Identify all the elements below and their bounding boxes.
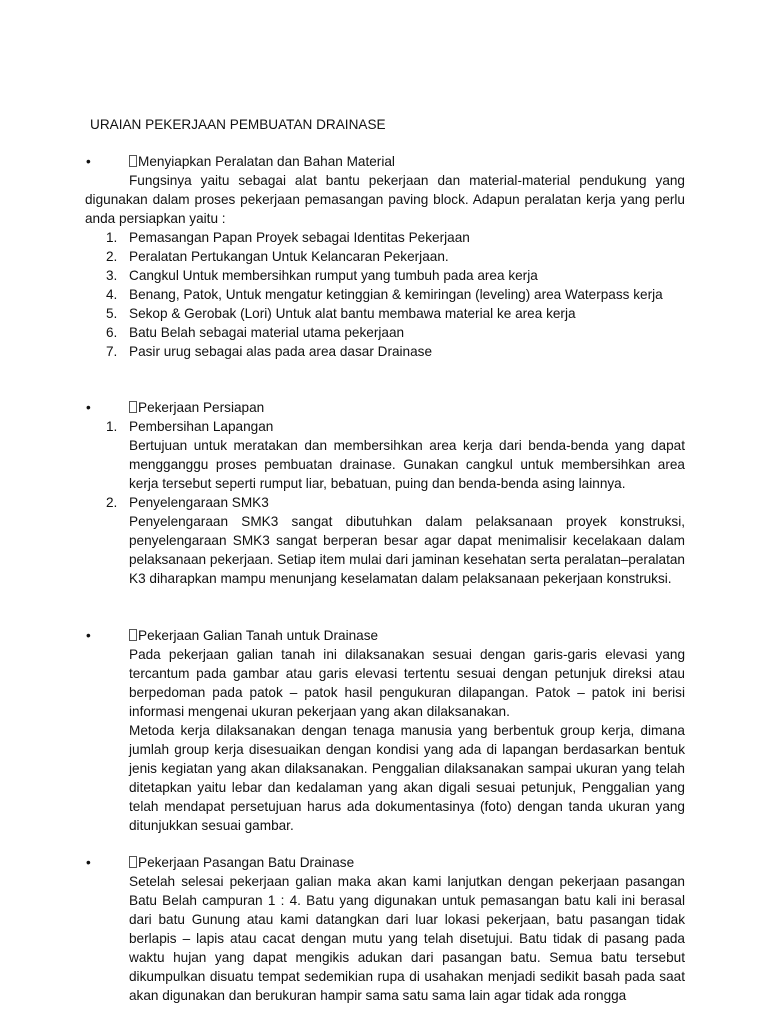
subsection-smk3 xyxy=(0,493,768,588)
section-galian xyxy=(0,626,768,835)
bullet-icon: • xyxy=(86,855,91,870)
section-intro: Fungsinya yaitu sebagai alat bantu pekerjaan dan material-material pendukung yang digunakan dalam proses pekerjaan pemasangan paving block. Adapun peralatan kerja yang perlu anda persiapkan yaitu : xyxy=(85,173,685,226)
list-item-text: Peralatan Pertukangan Untuk Kelancaran Pekerjaan. xyxy=(129,249,449,264)
list-item xyxy=(0,228,768,247)
subsection-pembersihan xyxy=(0,417,768,493)
list-item-text: Sekop & Gerobak (Lori) Untuk alat bantu membawa material ke area kerja xyxy=(129,306,576,321)
section-heading-row xyxy=(0,152,768,171)
subsection-text: Bertujuan untuk meratakan dan membersihkan area kerja dari benda-benda yang dapat mengganggu proses pembuatan drainase. Gunakan cangkul untuk membersihkan area kerja tersebut seperti rumput liar, bebatuan, puing dan benda-benda asing lainnya. xyxy=(129,438,685,491)
list-number: 2. xyxy=(106,495,118,510)
bullet-icon: • xyxy=(86,628,91,643)
missing-glyph-icon xyxy=(129,401,137,413)
list-item-text: Pasir urug sebagai alas pada area dasar Drainase xyxy=(129,344,433,359)
list-item-text: Pemasangan Papan Proyek sebagai Identitas Pekerjaan xyxy=(129,230,470,245)
list-item-text: Benang, Patok, Untuk mengatur ketinggian & kemiringan (leveling) area Waterpass kerja xyxy=(129,287,663,302)
list-item-text: Cangkul Untuk membersihkan rumput yang tumbuh pada area kerja xyxy=(129,268,538,283)
section-peralatan xyxy=(0,152,768,361)
section-heading: Pekerjaan Persiapan xyxy=(138,400,265,415)
section-paragraph: Metoda kerja dilaksanakan dengan tenaga manusia yang berbentuk group kerja, dimana jumlah group kerja disesuaikan dengan kondisi yang ada di lapangan berdasarkan bentuk jenis kegiatan yang akan dilaksanakan. Penggalian dilaksanakan sampai ukuran yang telah ditetapkan yaitu lebar dan kedalaman yang akan digali sesuai petunjuk, Penggalian yang telah mendapat persetujuan harus ada dokumentasinya (foto) dengan tanda ukuran yang ditunjukkan sesuai gambar. xyxy=(129,723,685,833)
bullet-icon: • xyxy=(86,154,91,169)
section-paragraph: Pada pekerjaan galian tanah ini dilaksanakan sesuai dengan garis-garis elevasi yang tercantum pada gambar atau garis elevasi tertentu sesuai dengan petunjuk direksi atau berpedoman pada patok – patok hasil pengukuran dilapangan. Patok – patok ini berisi informasi mengenai ukuran pekerjaan yang akan dilaksanakan. xyxy=(129,647,685,719)
list-item xyxy=(0,247,768,266)
subsection-title: Penyelengaraan SMK3 xyxy=(129,495,269,510)
list-number: 4. xyxy=(106,287,118,302)
section-heading-row xyxy=(0,853,768,872)
list-item xyxy=(0,304,768,323)
section-heading-row xyxy=(0,626,768,645)
section-paragraph: Setelah selesai pekerjaan galian maka akan kami lanjutkan dengan pekerjaan pasangan Batu Belah campuran 1 : 4. Batu yang digunakan untuk pemasangan batu kali ini berasal dari batu Gunung atau kami datangkan dari luar lokasi pekerjaan, batu pasangan tidak berlapis – lapis atau cacat dengan mutu yang telah disetujui. Batu tidak di pasang pada waktu hujan yang dapat mengikis adukan dari pasangan batu. Semua batu tersebut dikumpulkan disuatu tempat sedemikian rupa di usahakan menjadi sedikit basah pada saat akan digunakan dan berukuran hampir sama satu sama lain agar tidak ada rongga xyxy=(129,874,685,1003)
document-title: URAIAN PEKERJAAN PEMBUATAN DRAINASE xyxy=(90,117,386,132)
list-number: 7. xyxy=(106,344,118,359)
section-heading-row xyxy=(0,398,768,417)
list-item xyxy=(0,285,768,304)
list-number: 1. xyxy=(106,230,118,245)
section-heading: Pekerjaan Pasangan Batu Drainase xyxy=(138,855,355,870)
missing-glyph-icon xyxy=(129,856,137,868)
list-item-text: Batu Belah sebagai material utama pekerjaan xyxy=(129,325,405,340)
bullet-icon: • xyxy=(86,400,91,415)
list-number: 1. xyxy=(106,419,118,434)
equipment-list xyxy=(0,228,768,361)
missing-glyph-icon xyxy=(129,155,137,167)
missing-glyph-icon xyxy=(129,629,137,641)
subsection-text: Penyelengaraan SMK3 sangat dibutuhkan dalam pelaksanaan proyek konstruksi, penyelengaraan SMK3 sangat berperan besar agar dapat menimalisir kecelakaan dalam pelaksanaan pekerjaan. Setiap item mulai dari jaminan kesehatan serta peralatan–peralatan K3 diharapkan mampu menunjang keselamatan dalam pelaksanaan pekerjaan konstruksi. xyxy=(129,514,685,586)
list-number: 3. xyxy=(106,268,118,283)
list-item xyxy=(0,266,768,285)
section-heading: Pekerjaan Galian Tanah untuk Drainase xyxy=(138,628,379,643)
section-pasangan-batu xyxy=(0,853,768,1005)
list-item xyxy=(0,323,768,342)
list-number: 6. xyxy=(106,325,118,340)
section-heading: Menyiapkan Peralatan dan Bahan Material xyxy=(138,154,395,169)
subsection-title: Pembersihan Lapangan xyxy=(129,419,274,434)
list-number: 5. xyxy=(106,306,118,321)
list-number: 2. xyxy=(106,249,118,264)
list-item xyxy=(0,342,768,361)
section-persiapan xyxy=(0,398,768,588)
